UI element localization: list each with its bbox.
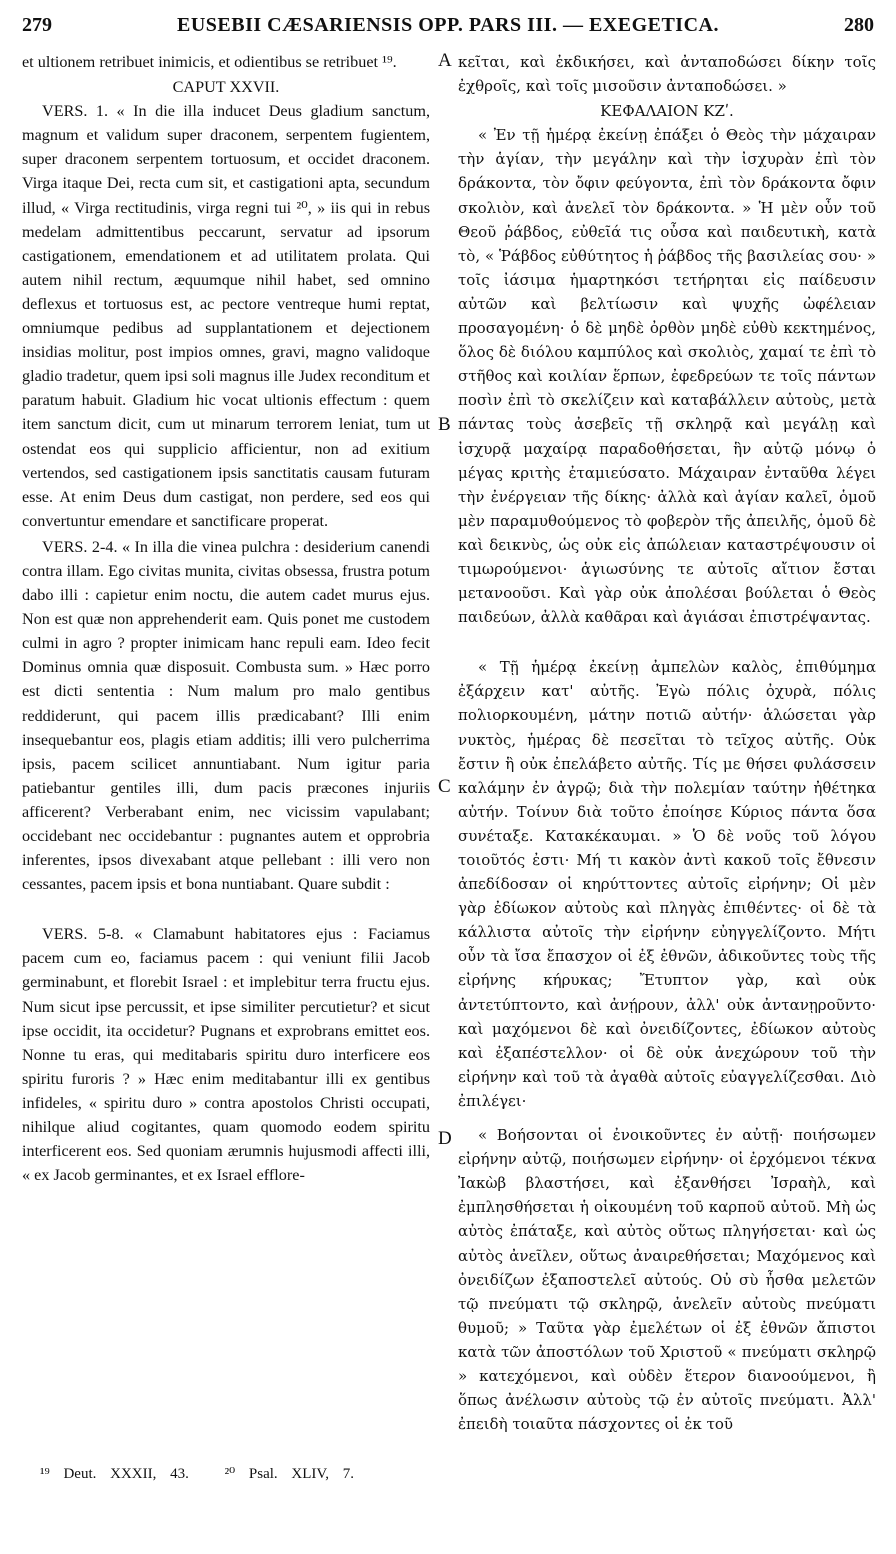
latin-verse-1: VERS. 1. « In die illa inducet Deus gladium sanctum, magnum et validum super draconem, serpentem fugientem, super draconem serpentem tortuosum, et occidet draconem. Virga itaque Dei, recta cum sit, et castigationi apta, secundum illud, « Virga rectitudinis, virga regni tui ²⁰, » iis qui in rebus medelam admittentibus peccarunt, servatur ad ipsorum castigationem, emendationem et ad utilitatem prolata. Qui autem nihil rectum, æquumque nihil habet, sed omnino deflexus et tortuosus est, ac pectore ventreque humi reptat, omniumque pedibus ad supplantationem et dejectionem insidias molitur, post impios omnes, gravi, magno validoque gladio tradetur, quem ipsi soli magnus ille Judex reconditum et paratum habuit. Gladium hic vocat ultionis effectum : quem item sanctum dicit, cum ut minarum terrorem leniat, tum ut ostendat eos qui supplicio afficientur, non ad exitium vertendos, sed castigationem ipsis sanctitatis causam futuram esse. At enim Deus dum castigat, non perdere, sed eos qui convertuntur emendare et sanctificare properat. [22,102,430,530]
greek-chapter-heading: ΚΕΦΑΛΑΙΟΝ ΚΖʹ. [600,102,734,121]
greek-continuation: κεῖται, καὶ ἐκδικήσει, καὶ ἀνταποδώσει δίκην τοῖς ἐχθροῖς, καὶ τοῖς μισοῦσιν ἀνταποδώσει. » [458,53,876,96]
page-number-left: 279 [22,14,52,36]
latin-verse-2-4: VERS. 2-4. « In illa die vinea pulchra : desiderium canendi contra illam. Ego civitas munita, civitas obsessa, frustra potum dabo illi : capietur enim noctu, die autem cadet murus ejus. Non est quæ non apprehenderit eam. Quis ponet me custodem culmi in agro ? propter inimicam hanc repuli eam. Ideo fecit Dominus omnia quæ disposuit. Combusta sum. » Hæc porro est dicti sententia : Num malum pro malo gentibus reddiderunt, qui pacem illis prædicabant? Illi enim insequebantur eos, plagis etiam additis; illi vero pulcherrima ipsis, pacem scilicet annuntiabant. Num igitur paria patiebantur gentiles illi, dum pacis præcones injuriis afficerent? Verberabant enim, nec vicissim vapulabant; occidebant nec occidebantur : pugnantes autem et opprobria inferentes, ipsos divexabant atque pellebant : illi vero non cessantes, pacem ipsis et bona nuntiabant. Quare subdit : [22,537,430,894]
latin-column [22,50,430,1187]
latin-continuation: et ultionem retribuet inimicis, et odientibus se retribuet ¹⁹. [22,53,397,71]
greek-verse-2-4: « Τῇ ἡμέρᾳ ἐκείνῃ ἀμπελὼν καλὸς, ἐπιθύμημα ἐξάρχειν κατ' αὐτῆς. Ἐγὼ πόλις ὀχυρὰ, πόλις πολιορκουμένη, μάτην ποτιῶ αὐτήν· ἁλώσεται γὰρ νυκτὸς, ἡμέρας δὲ πεσεῖται τὸ τεῖχος αὐτῆς. Οὐκ ἔστιν ἣ οὐκ ἐπελάβετο αὐτῆς. Τίς με θήσει φυλάσσειν καλάμην ἐν ἀγρῷ; διὰ τὴν πολεμίαν ταύτην ἠθέτηκα αὐτήν. Τοίνυν διὰ τοῦτο ἐποίησε Κύριος πάντα ὅσα συνέταξε. Κατακέκαυμαι. » Ὁ δὲ νοῦς τοῦ λόγου τοιοῦτός ἐστι· Μή τι κακὸν ἀντὶ κακοῦ τοῖς ἔθνεσιν ἀπεδίδοσαν οἱ κηρύττοντες αὐτοῖς εἰρήνην; Οἱ μὲν γὰρ ἐδίωκον αὐτοὺς καὶ πληγὰς ἐπιθέντες· οἱ δὲ τὰ κάλλιστα αὐτοῖς τὴν εἰρήνην εὐηγγελίζοντο. Μήτι οὖν τὰ ἴσα ἔπασχον οἱ ἐξ ἐθνῶν, ἀδικοῦντες τοὺς τῆς εἰρήνης κήρυκας; Ἔτυπτον γὰρ, καὶ οὐκ ἀντετύπτοντο, καὶ ἀνῄρουν, ἀλλ' οὐκ ἀντανῃροῦντο· καὶ μαχόμενοι δὲ καὶ ὀνειδίζοντες, ἐδίωκον αὐτοὺς καὶ ἐξαπέστελλον· οἱ δὲ οὐκ ἀνεχώρουν τοῦ τὴν εἰρήνην καὶ τοῦ τὰ ἀγαθὰ αὐτοῖς εὐαγγελίζεσθαι. Διὸ ἐπιλέγει· [458,658,876,1110]
margin-letter-a: A [438,50,452,71]
greek-column [458,50,876,1436]
latin-verse-5-8: VERS. 5-8. « Clamabunt habitatores ejus : Faciamus pacem cum eo, faciamus pacem : qui veniunt filii Jacob germinabunt, et florebit Israel : et implebitur terra fructu ejus. Num sicut ipse percussit, et ipse similiter percutietur? et sicut ipse occidit, ita occidetur? Pugnans et exprobrans emittet eos. Nonne tu eras, qui meditabaris spiritu duro interficere eos spiritu furoris ? » Hæc enim meditabantur illi ex gentibus infideles, « spiritu duro » contra apostolos Christi occupati, nihilque aliud cogitantes, quam quomodo eodem spiritu interficerent eos. Sed quoniam ærumnis hujusmodi affecti illi, « ex Jacob germinantes, et ex Israel efflore- [22,925,430,1185]
margin-letter-c: C [438,776,451,797]
running-title: EUSEBII CÆSARIENSIS OPP. PARS III. — EXEGETICA. [177,14,719,36]
running-header [22,14,874,44]
footnote-20: ²⁰ Psal. XLIV, 7. [224,1466,355,1482]
margin-letter-b: B [438,414,451,435]
margin-letter-d: D [438,1128,452,1149]
footnotes [40,1464,376,1483]
greek-verse-5-8: « Βοήσονται οἱ ἐνοικοῦντες ἐν αὐτῇ· ποιήσωμεν εἰρήνην αὐτῷ, ποιήσωμεν εἰρήνην· οἱ ἐρχόμενοι τέκνα Ἰακὼβ βλαστήσει, καὶ ἐξανθήσει Ἰσραὴλ, καὶ ἐμπλησθήσεται ἡ οἰκουμένη τοῦ καρποῦ αὐτοῦ. Μὴ ὡς αὐτὸς ἐπάταξε, καὶ αὐτὸς οὕτως πληγήσεται· καὶ ὡς αὐτὸς ἀνεῖλεν, οὕτως ἀναιρεθήσεται; Μαχόμενος καὶ ὀνειδίζων ἐξαποστελεῖ αὐτούς. Οὐ σὺ ἦσθα μελετῶν τῷ πνεύματι τῷ σκληρῷ, ἀνελεῖν αὐτοὺς πνεύματι θυμοῦ; » Ταῦτα γὰρ ἐμελέτων οἱ ἐξ ἐθνῶν ἄπιστοι κατὰ τῶν ἀποστόλων τοῦ Χριστοῦ « πνεύματι σκληρῷ » κατεχόμενοι, καὶ οὐδὲν ἕτερον διανοούμενοι, ἢ ὅπως ἀνέλωσιν αὐτοὺς τῷ ἐν αὐτοῖς πνεύματι. Ἀλλ' ἐπειδὴ τοιαῦτα πάσχοντες οἱ ἐκ τοῦ [458,1126,876,1434]
page-number-right: 280 [844,14,874,36]
latin-chapter-heading: CAPUT XXVII. [172,78,280,97]
footnote-19: ¹⁹ Deut. XXXII, 43. [40,1466,189,1482]
greek-verse-1: « Ἐν τῇ ἡμέρᾳ ἐκείνῃ ἐπάξει ὁ Θεὸς τὴν μάχαιραν τὴν ἁγίαν, τὴν μεγάλην καὶ τὴν ἰσχυρὰν ἐπὶ τὸν δράκοντα, τὸν ὄφιν φεύγοντα, ἐπὶ τὸν δράκοντα ὄφιν σκολιὸν, καὶ ἀνελεῖ τὸν δράκοντα. » Ἡ μὲν οὖν τοῦ Θεοῦ ῥάβδος, εὐθεῖά τις οὖσα καὶ παιδευτικὴ, κατὰ τὸ, « Ῥάβδος εὐθύτητος ἡ ῥάβδος τῆς βασιλείας σου· » τοῖς ἰάσιμα ἡμαρτηκόσι τετήρηται εἰς παίδευσιν αὐτῶν καὶ βελτίωσιν καὶ ψυχῆς ὠφέλειαν προσαγομένη· ὁ δὲ μηδὲ ὀρθὸν μηδὲ εὐθὺ κεκτημένος, ὅλος δὲ διόλου καμπύλος καὶ σκολιὸς, χαμαί τε ἐπὶ τὸ στῆθος καὶ κοιλίαν ἕρπων, ἐφεδρεύων τε τοῖς πάντων ποσὶν ἐπὶ τὸ σκελίζειν καὶ καταβάλλειν αὐτοὺς, μετὰ πάντας τοὺς ἀσεβεῖς τῇ σκληρᾷ καὶ μεγάλῃ καὶ ἰσχυρᾷ μαχαίρᾳ παραδοθήσεται, ἣν αὐτῷ μόνῳ ὁ μέγας κριτὴς ἐταμιεύσατο. Μάχαιραν ἐνταῦθα λέγει τὴν ἐνέργειαν τῆς δίκης· ἀλλὰ καὶ ἁγίαν καλεῖ, ὁμοῦ μὲν παραμυθούμενος τὸ φοβερὸν τῆς ἀπειλῆς, ὁμοῦ δὲ καὶ δεικνὺς, ὡς οὐκ εἰς ἀπώλειαν καταστρέψουσιν οἱ τιμωρούμενοι· ἁγιωσύνης τε αὐτοῖς αἴτιον ἔσται μετανοοῦσι. Καὶ γὰρ οὐκ ἀπολέσαι βούλεται ὁ Θεὸς παιδεύων, ἀλλὰ καθᾶραι καὶ ἁγιάσαι ἐπιστρέψαντας. [458,126,876,627]
